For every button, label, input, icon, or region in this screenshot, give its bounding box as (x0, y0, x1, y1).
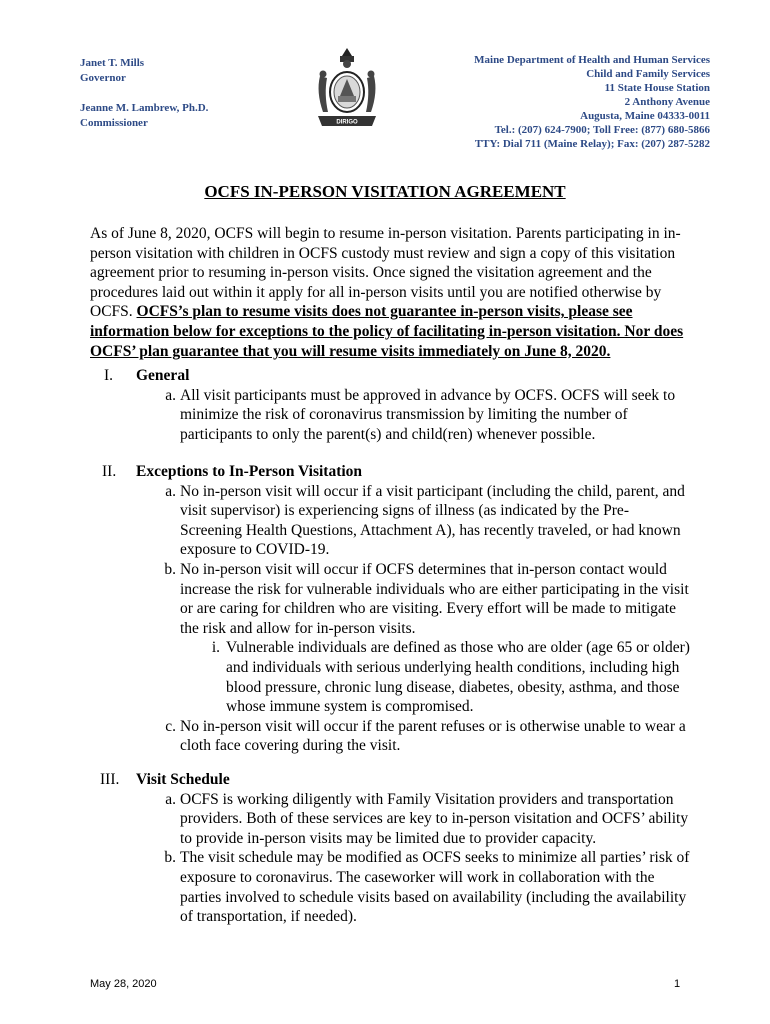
section-visit-schedule (90, 770, 690, 927)
section-number: I. (104, 367, 114, 384)
item-label: i. (211, 639, 220, 657)
tty-fax-line: TTY: Dial 711 (Maine Relay); Fax: (207) 287-5282 (474, 138, 710, 150)
section-exceptions (90, 462, 690, 756)
governor-title: Governor (80, 72, 126, 84)
list-subitem (90, 638, 690, 716)
seal-motto: DIRIGO (336, 119, 358, 126)
item-text: No in-person visit will occur if OCFS determines that in-person contact would increase the risk for vulnerable individuals who are either participating in the visit or are caring for children who are visiting. Every effort will be made to mitigate the risk and allow for in-person visits. (180, 560, 689, 637)
section-general (90, 366, 690, 444)
maine-state-seal-icon (314, 46, 380, 130)
commissioner-name: Jeanne M. Lambrew, Ph.D. (80, 102, 209, 114)
item-label: a. (165, 482, 176, 500)
street-address: 2 Anthony Avenue (624, 96, 710, 108)
item-text: The visit schedule may be modified as OCFS seeks to minimize all parties’ risk of exposure to coronavirus. The caseworker will work in collaboration with the parties involved to schedule visits based on availability (including the availability of transportation, if needed). (180, 849, 690, 926)
list-item (90, 790, 690, 849)
city-state-zip: Augusta, Maine 04333-0011 (580, 110, 710, 122)
page-number: 1 (674, 978, 681, 990)
item-text: No in-person visit will occur if the parent refuses or is otherwise unable to wear a cloth face covering during the visit. (180, 717, 686, 755)
item-label: a. (165, 386, 176, 404)
office-name: Child and Family Services (586, 68, 710, 80)
list-item (90, 717, 690, 756)
item-label: b. (164, 849, 176, 867)
commissioner-title: Commissioner (80, 117, 148, 129)
section-title: Visit Schedule (136, 771, 230, 788)
item-label: c. (165, 717, 176, 735)
section-number: III. (100, 771, 120, 788)
item-label: b. (164, 560, 176, 578)
section-title: Exceptions to In-Person Visitation (136, 463, 363, 480)
letterhead-officials (80, 56, 208, 131)
section-number: II. (102, 463, 117, 480)
footer-date: May 28, 2020 (90, 978, 157, 990)
list-item (90, 386, 690, 445)
intro-paragraph (90, 224, 685, 361)
department-name: Maine Department of Health and Human Services (474, 54, 710, 66)
list-item (90, 560, 690, 638)
section-title: General (136, 367, 190, 384)
item-text: Vulnerable individuals are defined as those who are older (age 65 or older) and individuals with serious underlying health conditions, including high blood pressure, chronic lung disease, diabetes, obesity, asthma, and those whose immune system is compromised. (226, 639, 690, 716)
item-label: a. (165, 790, 176, 808)
item-text: No in-person visit will occur if a visit participant (including the child, parent, and visit supervisor) is experiencing signs of illness (as indicated by the Pre-Screening Health Questions, Attachment A), has recently traveled, or had known exposure to COVID-19. (180, 482, 685, 559)
phone-line: Tel.: (207) 624-7900; Toll Free: (877) 680-5866 (494, 124, 710, 136)
intro-text: As of June 8, 2020, OCFS will begin to resume in-person visitation. Parents participating in in-person visitation with children in OCFS custody must review and sign a copy of this visitation agreement prior to resuming in-person visits. Once signed the visitation agreement and the procedures laid out within it apply for all in-person visits until you are notified otherwise by OCFS. (90, 225, 681, 321)
list-item (90, 482, 690, 560)
governor-name: Janet T. Mills (80, 57, 145, 69)
page-title: OCFS IN-PERSON VISITATION AGREEMENT (204, 182, 566, 201)
item-text: All visit participants must be approved in advance by OCFS. OCFS will seek to minimize the risk of coronavirus transmission by limiting the number of participants to only the parent(s) and child(ren) whenever possible. (180, 386, 676, 443)
station: 11 State House Station (604, 82, 710, 94)
item-text: OCFS is working diligently with Family Visitation providers and transportation providers. Both of these services are key to in-person visitation and OCFS’ ability to provide in-person visits may be limited due to provider capacity. (180, 790, 689, 847)
list-item (90, 848, 690, 926)
intro-emphasis: OCFS’s plan to resume visits does not guarantee in-person visits, please see information below for exceptions to the policy of facilitating in-person visitation. Nor does OCFS’ plan guarantee that you will resume visits immediately on June 8, 2020. (90, 303, 684, 360)
letterhead-address (410, 53, 710, 151)
